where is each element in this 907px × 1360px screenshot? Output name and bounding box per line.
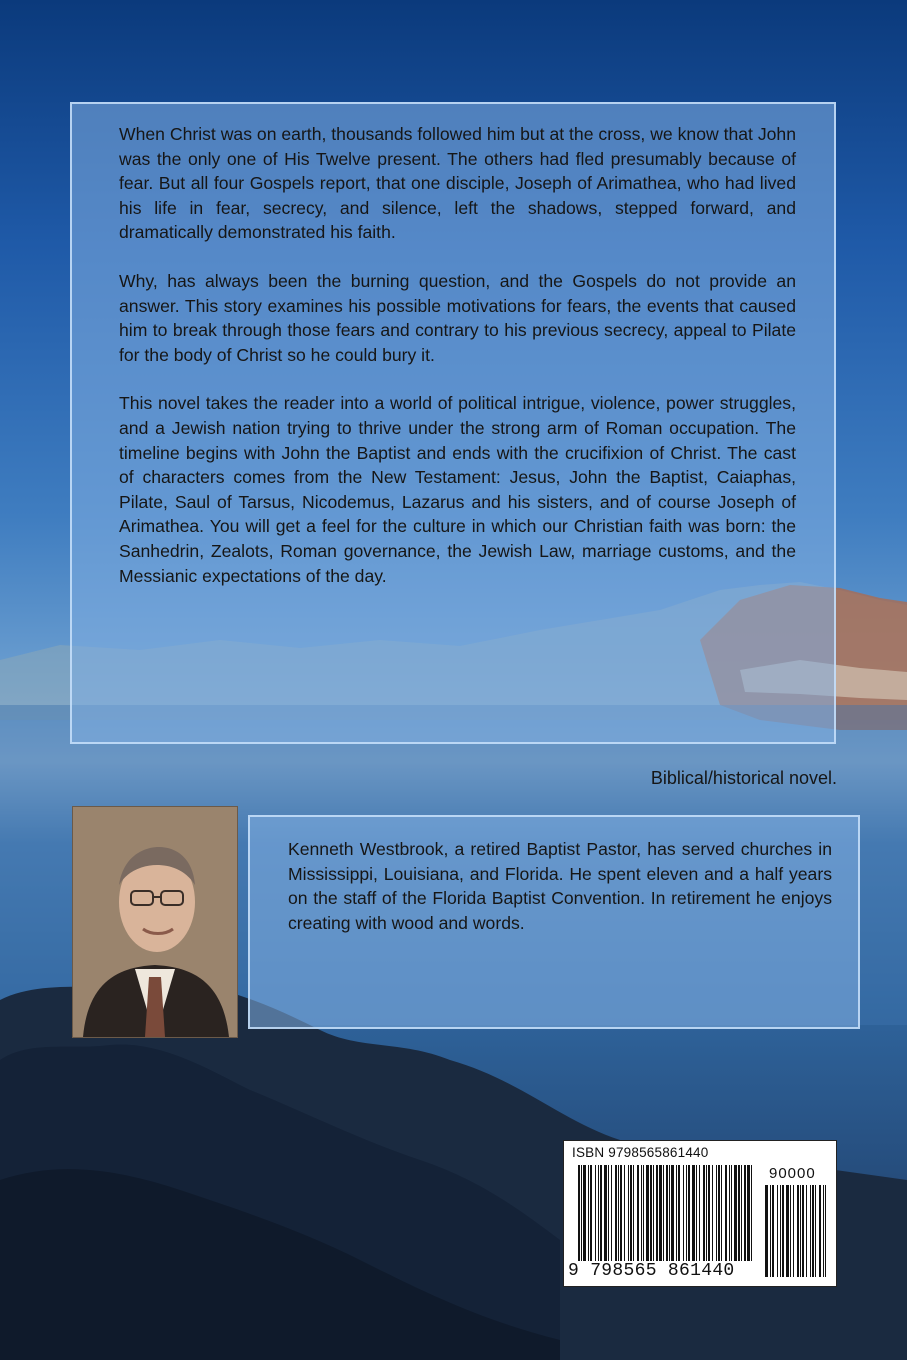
back-cover-blurb bbox=[70, 102, 836, 744]
barcode-bar bbox=[699, 1165, 700, 1261]
author-bio: Kenneth Westbrook, a retired Baptist Pastor, has served churches in Mississippi, Louisiana, and Florida. He spent eleven and a half years on the staff of the Florida Baptist Convention. In retirement he enjoys creating with wood and words. bbox=[248, 815, 860, 1029]
barcode-bar bbox=[725, 1165, 727, 1261]
barcode-bar bbox=[671, 1165, 674, 1261]
barcode-bar bbox=[744, 1165, 746, 1261]
barcode-bar bbox=[588, 1165, 589, 1261]
barcode-bar bbox=[615, 1165, 617, 1261]
addon-barcode-bar bbox=[786, 1185, 789, 1277]
barcode-bar bbox=[578, 1165, 580, 1271]
barcode-bar bbox=[590, 1165, 592, 1261]
addon-barcode-bar bbox=[777, 1185, 778, 1277]
barcode-bar bbox=[600, 1165, 602, 1261]
blurb-paragraph-2: Why, has always been the burning question, and the Gospels do not provide an answer. This story examines his possible motivations for fears, the events that caused him to break through those fears and contrary to his previous secrecy, appeal to Pilate for the body of Christ so he could bury it. bbox=[119, 270, 796, 365]
barcode-bar bbox=[581, 1165, 582, 1271]
barcode-bar bbox=[692, 1165, 695, 1261]
barcode-bar bbox=[620, 1165, 622, 1261]
barcode-bar bbox=[598, 1165, 599, 1261]
addon-barcode-bar bbox=[797, 1185, 799, 1277]
barcode-bar bbox=[604, 1165, 607, 1261]
addon-barcode-bar bbox=[770, 1185, 771, 1277]
barcode-bar bbox=[686, 1165, 687, 1261]
barcode-bar bbox=[747, 1165, 750, 1271]
addon-barcode-bar bbox=[825, 1185, 826, 1277]
barcode-bar bbox=[678, 1165, 680, 1261]
barcode-bar bbox=[595, 1165, 596, 1261]
barcode-bar bbox=[643, 1165, 644, 1261]
blurb-paragraph-1: When Christ was on earth, thousands followed him but at the cross, we know that John was the only one of His Twelve present. The others had fled presumably because of fear. But all four Gospels report, that one disciple, Joseph of Arimathea, who had lived his life in fear, secrecy, and silence, left the shadows, stepped forward, and dramatically demonstrated his faith. bbox=[119, 124, 796, 243]
addon-barcode-bar bbox=[810, 1185, 811, 1277]
addon-barcode-bar bbox=[812, 1185, 814, 1277]
barcode-bar bbox=[666, 1165, 668, 1271]
addon-barcode-bar bbox=[819, 1185, 821, 1277]
addon-barcode-bar bbox=[806, 1185, 807, 1277]
addon-barcode-bar bbox=[782, 1185, 784, 1277]
barcode-bar bbox=[669, 1165, 670, 1261]
addon-barcode-bar bbox=[815, 1185, 816, 1277]
barcode-bar bbox=[731, 1165, 732, 1261]
addon-barcode-bar bbox=[793, 1185, 794, 1277]
addon-barcode-bar bbox=[823, 1185, 824, 1277]
barcode-bar bbox=[653, 1165, 654, 1261]
barcode-bar bbox=[608, 1165, 609, 1261]
author-photo bbox=[72, 806, 238, 1038]
barcode-bar bbox=[706, 1165, 707, 1261]
barcode-bar bbox=[741, 1165, 742, 1261]
addon-barcode-bar bbox=[780, 1185, 781, 1277]
barcode-bar bbox=[618, 1165, 619, 1261]
barcode-bar bbox=[663, 1165, 664, 1271]
barcode-bar bbox=[688, 1165, 690, 1261]
blurb-paragraph-3: This novel takes the reader into a world of political intrigue, violence, power struggles, and a Jewish nation trying to thrive under the strong arm of Roman occupation. The timeline begins with John the Baptist and ends with the crucifixion of Christ. The cast of characters comes from the New Testament: Jesus, John the Baptist, Caiaphas, Pilate, Saul of Tarsus, Nicodemus, Lazarus and his sisters, and of course Joseph of Arimathea. You will get a feel for the culture in which our Christian faith was born: the Sanhedrin, Zealots, Roman governance, the Jewish Law, marriage customs, and the Messianic expectations of the day. bbox=[119, 393, 796, 586]
barcode-bar bbox=[656, 1165, 658, 1261]
barcode-bar bbox=[708, 1165, 710, 1261]
addon-barcode-bar bbox=[765, 1185, 768, 1277]
barcode-bar bbox=[703, 1165, 705, 1261]
author-portrait-icon bbox=[73, 807, 237, 1037]
genre-label: Biblical/historical novel. bbox=[650, 768, 837, 788]
barcode-bar bbox=[646, 1165, 649, 1261]
barcode-bar bbox=[637, 1165, 639, 1261]
barcode-bar bbox=[734, 1165, 737, 1261]
barcode-bar bbox=[659, 1165, 662, 1261]
barcode-bar bbox=[583, 1165, 586, 1261]
barcode-bar bbox=[751, 1165, 752, 1271]
isbn-label: ISBN 9798565861440 bbox=[572, 1145, 709, 1160]
barcode-bar bbox=[633, 1165, 634, 1261]
barcode-bar bbox=[628, 1165, 629, 1261]
barcode-bar bbox=[650, 1165, 652, 1261]
barcode-bar bbox=[611, 1165, 612, 1261]
barcode-bar bbox=[641, 1165, 642, 1261]
barcode-bar bbox=[721, 1165, 722, 1261]
addon-barcode-bar bbox=[790, 1185, 791, 1277]
price-code: 90000 bbox=[769, 1165, 816, 1182]
barcode-bar bbox=[729, 1165, 730, 1261]
isbn-digits: 9 798565 861440 bbox=[568, 1261, 756, 1281]
barcode-bar bbox=[716, 1165, 717, 1261]
addon-barcode-bar bbox=[800, 1185, 801, 1277]
barcode-bar bbox=[676, 1165, 677, 1261]
barcode-bar bbox=[738, 1165, 740, 1261]
barcode-bar bbox=[696, 1165, 697, 1261]
barcode-bar bbox=[718, 1165, 720, 1261]
barcode-bar bbox=[683, 1165, 684, 1261]
addon-barcode-bar bbox=[772, 1185, 774, 1277]
barcode-bar bbox=[624, 1165, 625, 1261]
barcode-bar bbox=[712, 1165, 713, 1261]
addon-barcode-bar bbox=[802, 1185, 804, 1277]
barcode-bar bbox=[630, 1165, 632, 1261]
isbn-barcode bbox=[563, 1140, 837, 1287]
